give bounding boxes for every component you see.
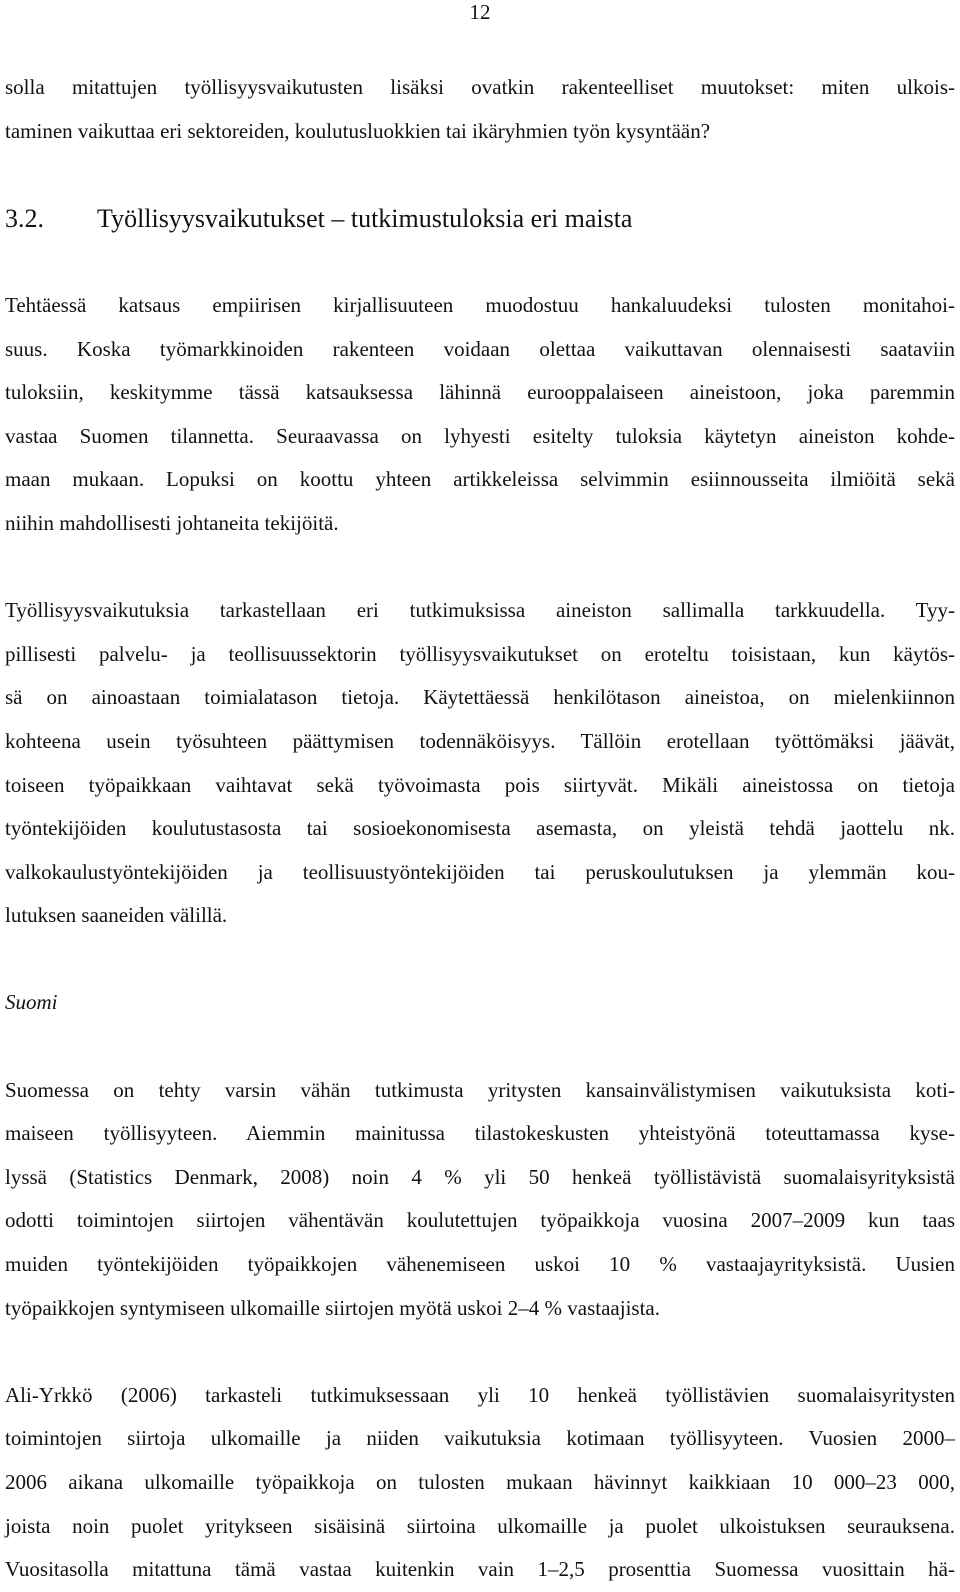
text-line: toimintojen siirtoja ulkomaille ja niiden vaikutuksia kotimaan työllisyyteen. Vuosien 2000– xyxy=(5,1426,955,1451)
text-line: työntekijöiden koulutustasosta tai sosioekonomisesta asemasta, on yleistä tehdä jaottelu nk. xyxy=(5,816,955,841)
page-number: 12 xyxy=(469,0,491,24)
text-line: Työllisyysvaikutuksia tarkastellaan eri tutkimuksissa aineiston sallimalla tarkkuudella. Tyy- xyxy=(5,598,955,623)
text-line: vastaa Suomen tilannetta. Seuraavassa on lyhyesti esitelty tuloksia käytetyn aineiston kohde- xyxy=(5,423,955,448)
subsection-heading: Suomi xyxy=(5,990,58,1015)
text-line: suus. Koska työmarkkinoiden rakenteen voidaan olettaa vaikuttavan olennaisesti saataviin xyxy=(5,336,955,361)
text-line: lyssä (Statistics Denmark, 2008) noin 4 % yli 50 henkeä työllistävistä suomalaisyrityksistä xyxy=(5,1164,955,1189)
section-title: Työllisyysvaikutukset – tutkimustuloksia eri maista xyxy=(97,203,633,233)
text-line: joista noin puolet yritykseen sisäisinä siirtoina ulkomaille ja puolet ulkoistuksen seurauksena. xyxy=(5,1513,955,1538)
paragraph-2 xyxy=(5,589,955,938)
text-line: solla mitattujen työllisyysvaikutusten lisäksi ovatkin rakenteelliset muutokset: miten ulkois- xyxy=(5,75,955,99)
text-line: pillisesti palvelu- ja teollisuussektorin työllisyysvaikutukset on eroteltu toisistaan, kun käytös- xyxy=(5,641,955,666)
text-line: Suomessa on tehty varsin vähän tutkimusta yritysten kansainvälistymisen vaikutuksista koti- xyxy=(5,1077,955,1102)
text-line: taminen vaikuttaa eri sektoreiden, koulutusluokkien tai ikäryhmien työn kysyntään? xyxy=(5,118,711,143)
text-line: muiden työntekijöiden työpaikkojen vähenemiseen uskoi 10 % vastaajayrityksistä. Uusien xyxy=(5,1252,955,1277)
paragraph-4 xyxy=(5,1374,955,1592)
text-line: maiseen työllisyyteen. Aiemmin mainitussa tilastokeskusten yhteistyönä toteuttamassa kyse- xyxy=(5,1121,955,1146)
paragraph-3 xyxy=(5,1069,955,1331)
text-line: sä on ainoastaan toimialatason tietoja. Käytettäessä henkilötason aineistoa, on mielenkiinnon xyxy=(5,685,955,710)
text-line: 2006 aikana ulkomaille työpaikkoja on tulosten mukaan hävinnyt kaikkiaan 10 000–23 000, xyxy=(5,1470,955,1494)
text-line: odotti toimintojen siirtojen vähentävän koulutettujen työpaikkoja vuosina 2007–2009 kun taas xyxy=(5,1208,955,1233)
text-line: niihin mahdollisesti johtaneita tekijöitä. xyxy=(5,510,339,535)
section-heading xyxy=(5,197,955,241)
text-line: toiseen työpaikkaan vaihtavat sekä työvoimasta pois siirtyvät. Mikäli aineistossa on tietoja xyxy=(5,772,955,797)
text-line: tuloksiin, keskitymme tässä katsauksessa lähinnä eurooppalaiseen aineistoon, joka paremmin xyxy=(5,380,955,405)
text-line: työpaikkojen syntymiseen ulkomaille siirtojen myötä uskoi 2–4 % vastaajista. xyxy=(5,1295,660,1320)
text-line: maan mukaan. Lopuksi on koottu yhteen artikkeleissa selvimmin esiinnousseita ilmiöitä sekä xyxy=(5,467,955,492)
text-line: kohteena usein työsuhteen päättymisen todennäköisyys. Tällöin erotellaan työttömäksi jäävät, xyxy=(5,728,955,753)
text-line: Vuositasolla mitattuna tämä vastaa kuitenkin vain 1–2,5 prosenttia Suomessa vuosittain hä- xyxy=(5,1557,955,1582)
section-number: 3.2. xyxy=(5,203,44,233)
text-line: lutuksen saaneiden välillä. xyxy=(5,903,228,928)
text-line: Ali-Yrkkö (2006) tarkasteli tutkimuksessaan yli 10 henkeä työllistävien suomalaisyritysten xyxy=(5,1382,955,1407)
text-line: Tehtäessä katsaus empiirisen kirjallisuuteen muodostuu hankaluudeksi tulosten monitahoi- xyxy=(5,292,955,317)
text-line: valkokaulustyöntekijöiden ja teollisuustyöntekijöiden tai peruskoulutuksen ja ylemmän kou- xyxy=(5,859,955,884)
intro-paragraph xyxy=(5,66,955,153)
paragraph-1 xyxy=(5,284,955,546)
document-body xyxy=(5,66,955,1592)
